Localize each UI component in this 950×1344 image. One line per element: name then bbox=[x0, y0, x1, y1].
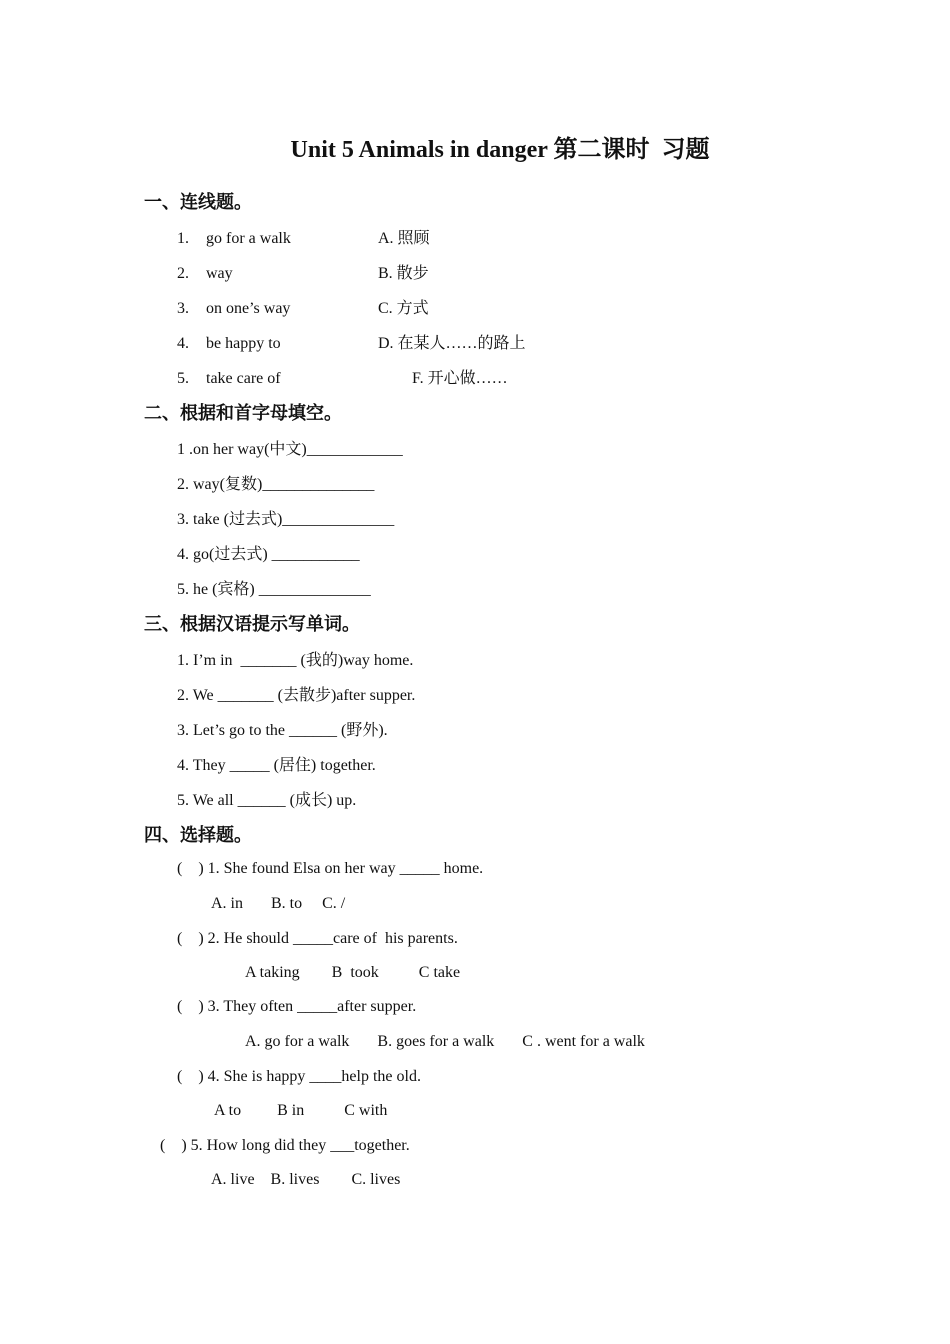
match-english: on one’s way bbox=[206, 300, 291, 317]
section-4-heading: 四、选择题。 bbox=[144, 825, 252, 846]
choice-options: A. go for a walk B. goes for a walk C . went for a walk bbox=[245, 1033, 645, 1050]
word-item: 2. We _______ (去散步)after supper. bbox=[177, 687, 416, 704]
match-english: way bbox=[206, 265, 233, 282]
choice-question: ( ) 1. She found Elsa on her way _____ home. bbox=[177, 860, 484, 877]
choice-options: A taking B took C take bbox=[245, 964, 461, 981]
choice-options: A. in B. to C. / bbox=[211, 895, 346, 912]
page-title: Unit 5 Animals in danger 第二课时 习题 bbox=[290, 137, 710, 163]
section-1-heading: 一、连线题。 bbox=[144, 192, 252, 213]
choice-question: ( ) 4. She is happy ____help the old. bbox=[177, 1068, 421, 1085]
fill-item: 5. he (宾格) ______________ bbox=[177, 581, 371, 598]
match-english: go for a walk bbox=[206, 230, 291, 247]
choice-options: A to B in C with bbox=[214, 1102, 388, 1119]
word-item: 4. They _____ (居住) together. bbox=[177, 757, 376, 774]
choice-question: ( ) 3. They often _____after supper. bbox=[177, 998, 417, 1015]
match-english: take care of bbox=[206, 370, 281, 387]
choice-question: ( ) 5. How long did they ___together. bbox=[160, 1137, 410, 1154]
match-chinese: A. 照顾 bbox=[378, 230, 430, 247]
match-chinese: F. 开心做…… bbox=[412, 370, 508, 387]
match-chinese: D. 在某人……的路上 bbox=[378, 335, 526, 352]
match-number: 4. bbox=[177, 335, 189, 352]
match-chinese: B. 散步 bbox=[378, 265, 429, 282]
match-english: be happy to bbox=[206, 335, 281, 352]
choice-question: ( ) 2. He should _____care of his parents. bbox=[177, 930, 458, 947]
match-number: 1. bbox=[177, 230, 189, 247]
choice-options: A. live B. lives C. lives bbox=[211, 1171, 401, 1188]
match-number: 2. bbox=[177, 265, 189, 282]
match-chinese: C. 方式 bbox=[378, 300, 429, 317]
word-item: 3. Let’s go to the ______ (野外). bbox=[177, 722, 388, 739]
section-3-heading: 三、根据汉语提示写单词。 bbox=[144, 614, 360, 635]
fill-item: 4. go(过去式) ___________ bbox=[177, 546, 360, 563]
fill-item: 1 .on her way(中文)____________ bbox=[177, 441, 403, 458]
fill-item: 3. take (过去式)______________ bbox=[177, 511, 395, 528]
match-number: 5. bbox=[177, 370, 189, 387]
word-item: 1. I’m in _______ (我的)way home. bbox=[177, 652, 414, 669]
fill-item: 2. way(复数)______________ bbox=[177, 476, 375, 493]
section-2-heading: 二、根据和首字母填空。 bbox=[144, 403, 342, 424]
word-item: 5. We all ______ (成长) up. bbox=[177, 792, 357, 809]
match-number: 3. bbox=[177, 300, 189, 317]
